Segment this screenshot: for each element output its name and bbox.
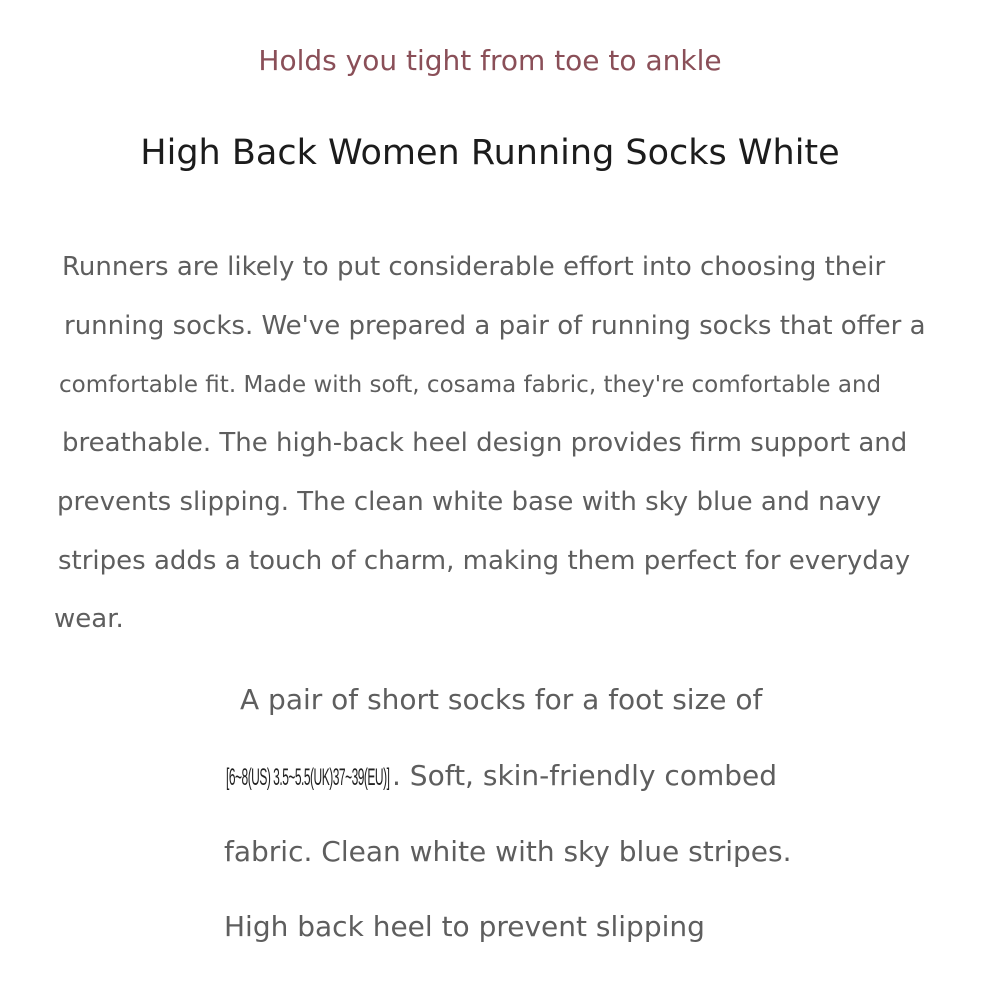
feature-text: . Soft, skin-friendly combed <box>392 759 777 792</box>
feature-line-size <box>226 759 777 792</box>
size-code: [6~8(US) 3.5~5.5(UK)37~39(EU)] <box>226 764 390 791</box>
feature-line: A pair of short socks for a foot size of <box>240 683 763 716</box>
tagline: Holds you tight from toe to ankle <box>258 44 722 77</box>
description-line: running socks. We've prepared a pair of running socks that offer a <box>64 311 926 341</box>
description-line: wear. <box>54 604 124 634</box>
description-line: stripes adds a touch of charm, making them perfect for everyday <box>58 546 911 576</box>
description-line: breathable. The high-back heel design provides firm support and <box>62 428 908 458</box>
description-line: Runners are likely to put considerable effort into choosing their <box>62 252 886 282</box>
feature-line: fabric. Clean white with sky blue stripes. <box>224 835 792 868</box>
product-title: High Back Women Running Socks White <box>140 133 840 173</box>
feature-line: High back heel to prevent slipping <box>224 910 705 943</box>
description-line: prevents slipping. The clean white base with sky blue and navy <box>57 487 882 517</box>
description-line: comfortable fit. Made with soft, cosama fabric, they're comfortable and <box>59 372 882 398</box>
